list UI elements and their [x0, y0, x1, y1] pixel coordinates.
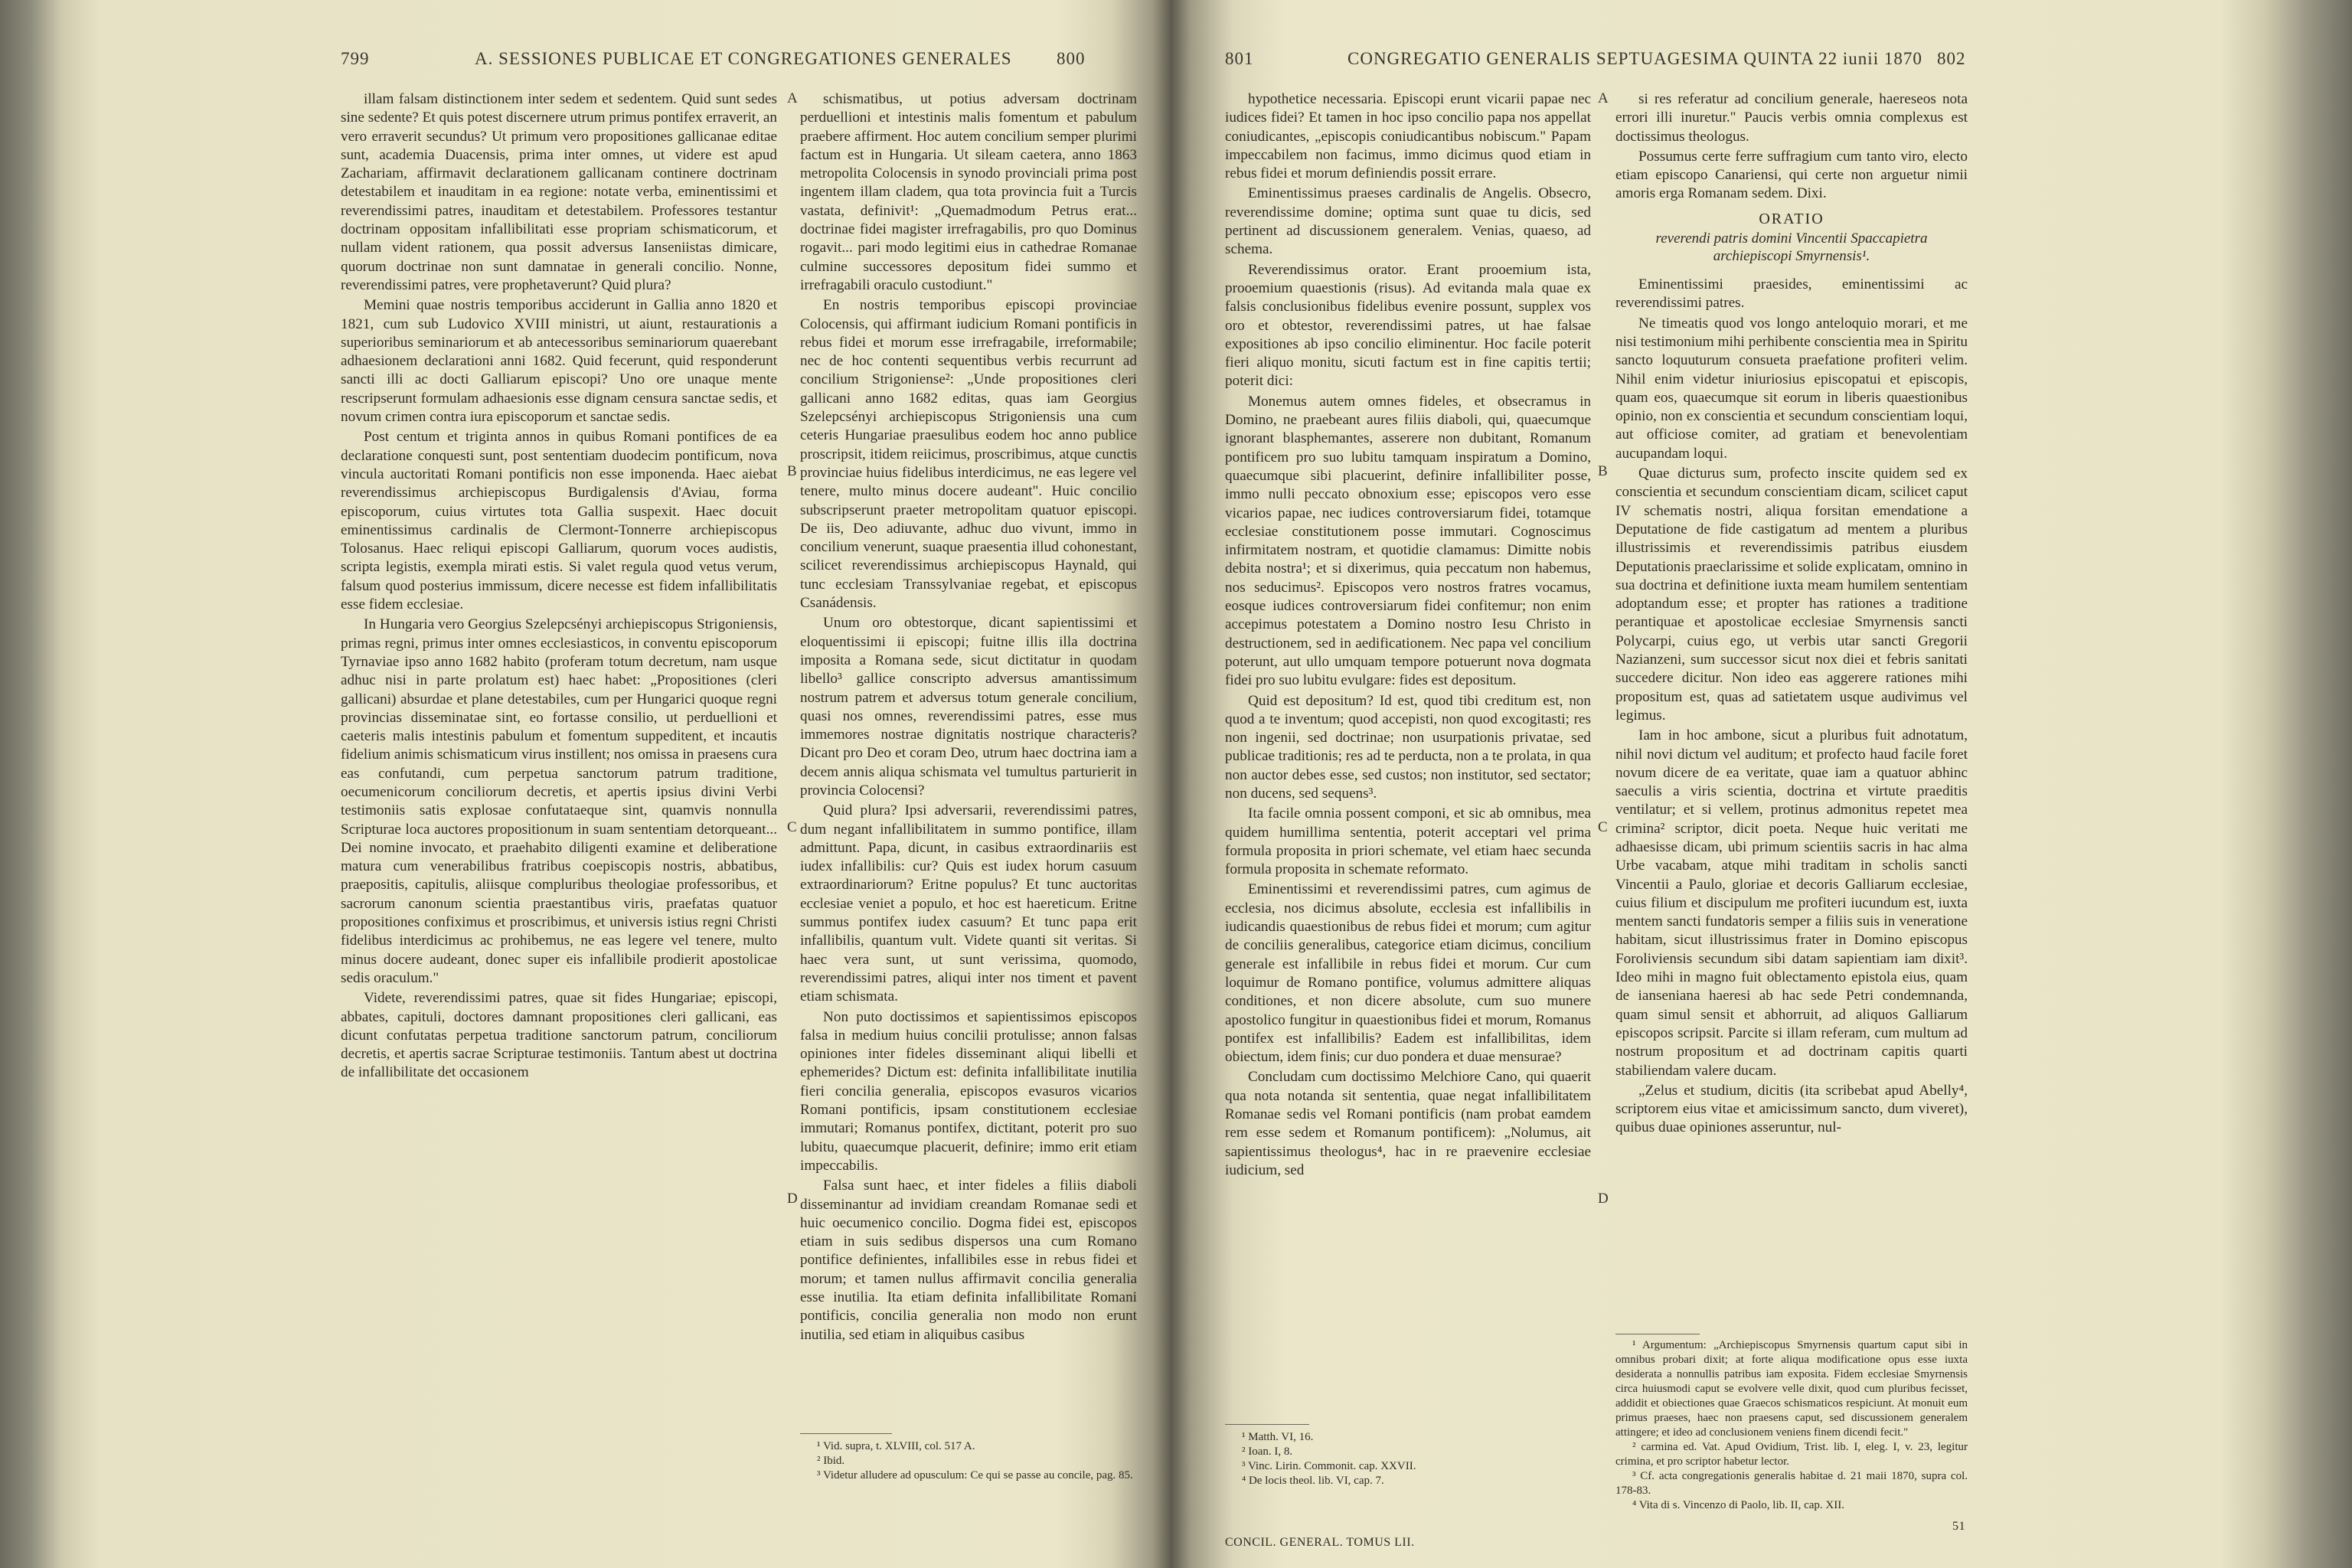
page-number-800: 800 — [1057, 49, 1086, 68]
paragraph: In Hungaria vero Georgius Szelepcsényi archiepiscopus Strigoniensis, primas regni, primus inter omnes ecclesiasticos, in conventu episcoporum Tyrnaviae ipso anno 1682 habito (proferam totum decretum, nam usque adhuc nisi in parte prolatum est) haec habet: „Propositiones (cleri gallicani) absurdae et plane detestabiles, cum per Hungarici quoque regni provincias disseminatae sint, eo fortasse consilio, ut perduellioni et caeteris malis intestinis pabulum et fomentum suppeditent, et incautis fidelium animis schismaticum virus instillent; nos omissa in praesens cura eas confutandi, cum perpetua sanctorum patrum traditione, oecumenicorum conciliorum decretis, et apertis ipsius divini Verbi testimoniis satis explosae confutataeque sint, quamvis nonnulla Scripturae loca auctores propositionum in suam sententiam detorqueant... Dei nomine invocato, et praehabito diligenti examine et deliberatione matura cum venerabilibus fratribus coepiscopis nostris, abbatibus, praepositis, capitulis, aliisque compluribus theologiae professoribus, et sacrorum canonum scientia praestantibus viris, praefatas quatuor propositiones confiximus et proscribimus, et universis istius regni Christi fidelibus interdicimus ac prohibemus, ne eas legere vel tenere, multo minus docere audeant, donec super eis infallibile prodierit apostolicae sedis oraculum." — [341, 616, 777, 986]
paragraph: schismatibus, ut potius adversam doctrinam perduellioni et intestinis malis fomentum et pabulum praebere affirment. Hoc autem concilium semper plurimi factum est in Hungaria. Ut sileam caetera, anno 1863 metropolita Colocensis in synodo provinciali prima post ingentem illam cladem, qua tota provincia fuit a Turcis vastata, definivit¹: „Quemadmodum Petrus erat... doctrinae fidei magister irrefragabilis, pro quo Dominus rogavit... pari modo legitimi eius in cathedrae Romanae culmine successores depositum fidei summo et irrefragabili oraculo custodiunt." — [800, 91, 1137, 293]
paragraph: Eminentissimi praesides, eminentissimi ac reverendissimi patres. — [1615, 276, 1968, 312]
right-page — [1194, 0, 2305, 1568]
footnote: ³ Videtur alludere ad opusculum: Ce qui se passe au concile, pag. 85. — [817, 1469, 1133, 1481]
paragraph: Eminentissimi et reverendissimi patres, cum agimus de ecclesia, nos dicimus absolute, ecclesia est infallibilis in iudicandis quaestionibus de rebus fidei et morum; cum agitur de conciliis generalibus, categorice etiam dicimus, concilium generale est infallibile in rebus fidei et morum. Cur cum loquimur de Romano pontifice, volumus admittere aliquas conditiones, et non dicere absolute, cum suo munere apostolico fungitur in quaestionibus fidei et morum, Romanus pontifex est infallibilis? Eadem est infallibilitas, idem obiectum, idem finis; cur duo ponderа et duae mensurae? — [1225, 881, 1591, 1066]
footnote: ⁴ De locis theol. lib. VI, cap. 7. — [1242, 1475, 1384, 1487]
page-number-802: 802 — [1937, 49, 1966, 68]
page-number-799: 799 — [341, 49, 370, 68]
paragraph: Falsa sunt haec, et inter fideles a filiis diaboli disseminantur ad invidiam creandam Romanae sedi et huic oecumenico concilio. Dogma fidei est, episcopos etiam in suis sedibus dispersos una cum Romano pontifice definientes, infallibiles esse in rebus fidei et morum; et tamen nullus affirmavit concilia generalia esse inutilia. Ita etiam definita infallibilitate Romani pontificis, concilia generalia non modo non erunt inutilia, sed etiam in aliquibus casibus — [800, 1178, 1137, 1343]
paragraph: Concludam cum doctissimo Melchiore Cano, qui quaerit qua nota notanda sit sententia, quae negat infallibilitatem Romanae sedis vel Romani pontificis (nam probat eamdem rem esse sedem et Romanum pontificem): „Nolumus, ait sapientissimus theologus⁴, hac in re praevenire ecclesiae iudicium, sed — [1225, 1069, 1591, 1178]
paragraph: Post centum et triginta annos in quibus Romani pontifices de ea declaratione conquesti sunt, post sententiam duodecim pontificum, nova vincula auctoritati Romani pontificis non esse imponenda. Haec aiebat reverendissimus archiepiscopus Burdigalensis d'Aviau, forma episcoporum, cuius virtutes tota Gallia suspexit. Haec docuit eminentissimus cardinalis de Clermont-Tonnerre archiepiscopus Tolosanus. Haec reliqui episcopi Galliarum, quorum voces audistis, scripta legistis, exempla mirati estis. Si valet regula quod vetus verum, falsum quod posterius immissum, dicere necesse est fidem infallibilitatis esse fidem ecclesiae. — [341, 429, 777, 613]
footnote: ⁴ Vita di s. Vincenzo di Paolo, lib. II, cap. XII. — [1632, 1499, 1844, 1511]
oratio-title: ORATIO — [1759, 210, 1824, 227]
paragraph: Non puto doctissimos et sapientissimos episcopos falsa in medium huius concilii protulisse; annon falsas opiniones inter fideles disseminant aliqui libelli et ephemerides? Dictum est: definita infallibilitate inutilia fieri concilia generalia, episcopos evasuros vicarios Romani pontificis, ipsam constitutionem ecclesiae immutari; Romanus pontifex, dictitant, poterit pro suo lubitu, quaecumque placuerit, definire; immo erit etiam impeccabilis. — [800, 1008, 1137, 1174]
margin-letter-d: D — [1598, 1191, 1609, 1207]
paragraph: Quid est depositum? Id est, quod tibi creditum est, non quod a te inventum; quod accepisti, non quod excogitasti; res non ingenii, sed doctrinae; non usurpationis privatae, sed publicae traditionis; res ad te perducta, non a te prolata, in qua non auctor debes esse, sed custos; non institutor, sed sectator; non ducens, sed sequens³. — [1225, 692, 1591, 802]
footnote: ³ Vinc. Lirin. Commonit. cap. XXVII. — [1242, 1460, 1416, 1472]
margin-letter-c: C — [1598, 819, 1608, 835]
paragraph: si res referatur ad concilium generale, haereseos nota errori illi inuretur." Paucis verbis omnia complexus est doctissimus theologus. — [1615, 91, 1968, 145]
paragraph: Reverendissimus orator. Erant prooemium ista, prooemium quaestionis (risus). Ad evitanda mala quae ex falsis conclusionibus fidelibus evenire possunt, supplex vos oro et obtestor, reverendissimi patres, ut hae falsae expositiones ab ipso concilio eliminentur. Hoc facile poterit fieri aliquo monitu, sicuti factum est in fine capitis tertii; poterit dici: — [1225, 261, 1591, 390]
footnote: ¹ Vid. supra, t. XLVIII, col. 517 A. — [817, 1440, 975, 1452]
paragraph: „Zelus et studium, dicitis (ita scribebat apud Abelly⁴, scriptorem eius vitae et amicissimum sancto, dum viveret), quibus duae opiniones asseruntur, nul- — [1615, 1082, 1968, 1136]
footer-signature-line: CONCIL. GENERAL. TOMUS LII. — [1225, 1536, 1415, 1549]
footnote: ¹ Argumentum: „Archiepiscopus Smyrnensis quartum caput sibi in omnibus probari dixit; at forte aliqua modificatione opus esse iuxta desiderata a nonnullis patribus iam exposita. Fidem ecclesiae Smyrnensis circa huiusmodi caput se evolvere velle dixit, quod cum pluribus fecisset, addidit et obiectiones quae Graecos schismaticos respiciunt. At monuit eum primus praeses, haec non praesens caput, sed discussionem generalem attingere; et ideo ad conclusionem veniens finem dicendi fecit." — [1615, 1339, 1968, 1439]
paragraph: Unum oro obtestorque, dicant sapientissimi et eloquentissimi ii episcopi; fuitne illis illa doctrina imposita a Romana sede, sicut dictitatur in quodam libello³ gallice conscripto adversus amantissimum nostrum patrem et adversus totum generale concilium, quasi nos omnes, reverendissimi patres, esse mus immemores nostrae dignitatis nostrique characteris? Dicant pro Deo et coram Deo, utrum haec doctrina iam a decem annis aliqua schismata vel tumultus parturierit in provincia Colocensi? — [800, 615, 1137, 799]
paragraph: Iam in hoc ambone, sicut a pluribus fuit adnotatum, nihil novi dictum vel auditum; et profecto haud facile foret novum dicere de ea veritate, quae iam a quatuor abhinc saeculis a viris scientia, doctrina et virtute praeditis ventilatur; et si vellem, protinus admonitus repetet mea crimina² scriptor, dicit poeta. Neque huic veritati me adhaesisse dicam, ubi primum scientiis sacris in hac alma Urbe vacabam, atque mihi traditam in scholis sancti Vincentii a Paulo, gloriae et decoris Galliarum ecclesiae, cuius filium et discipulum me profiteri iucundum est, iuxta mentem sancti fundatoris semper a filiis suis in veneratione habitam, sicut illustrissimus frater in Domino episcopus Foroliviensis secundum sibi datam sapientiam iam dixit³. Ideo mihi in magno fuit oblectamento epistola eius, quam de ianseniana haeresi ab hac sede Petri condemnanda, quam simul sensit et abhorruit, ad aliquos Galliarum episcopos scripsit. Parcite si illam referam, cum multum ad nostrum propositum et ad doctrinam capitis quarti stabiliendam valere ducam. — [1615, 727, 1968, 1079]
paragraph: Eminentissimus praeses cardinalis de Angelis. Obsecro, reverendissime domine; optima sunt quae tu dicis, sed pertinent ad discussionem generalem. Venias, quaeso, ad schema. — [1225, 185, 1591, 258]
oratio-subtitle: reverendi patris domini Vincentii Spaccapietra archiepiscopi Smyrnensis¹. — [1655, 230, 1928, 265]
footnote: ² Ibid. — [817, 1455, 845, 1467]
footnote-rule — [800, 1433, 892, 1434]
running-head-left: A. SESSIONES PUBLICAE ET CONGREGATIONES GENERALES — [475, 49, 1012, 68]
page-number-801: 801 — [1225, 49, 1254, 68]
margin-letter-a: A — [787, 90, 798, 106]
left-page — [46, 0, 1156, 1568]
paragraph: Monemus autem omnes fideles, et obsecramus in Domino, ne praebeant aures filiis diaboli, qui, quaecumque ignorant blasphemantes, asserere non dubitant, Romanum pontificem pro suo lubitu tamquam inspiratum a Domino, quaecumque sibi placuerint, definire infallibiliter posse, immo nulli peccato obnoxium esse; episcopos vero esse vicarios papae, nec iudices controversiarum fidei, totamque ecclesiae constitutionem posse immutari. Cognoscimus infirmitatem nostram, et quotidie clamamus: Dimitte nobis debita nostra¹; et si dixerimus, quia peccatum non habemus, nos seducimus². Episcopos vero nostros fratres vocamus, eosque iudices controversiarum fidei confitemur; non enim accepimus potestatem a Domino nostro Iesu Christo in destructionem, sed in aedificationem. Nec papa vel concilium poterunt, aut ullo umquam tempore potuerunt nova dogmata fidei pro suo lubitu evulgare: fides est depositum. — [1225, 393, 1591, 689]
footnote: ² carmina ed. Vat. Apud Ovidium, Trist. lib. I, eleg. I, v. 23, legitur crimina, et pro scriptor habetur lector. — [1615, 1441, 1968, 1468]
margin-letter-b: B — [1598, 463, 1608, 479]
paragraph: Videte, reverendissimi patres, quae sit fides Hungariae; episcopi, abbates, capituli, doctores damnant propositiones cleri gallicani, eas dicunt confutatas perpetua traditione sanctorum patrum, conciliorum decretis, et apertis sacrae Scripturae testimoniis. Tantum abest ut doctrina de infallibilitate det occasionem — [341, 990, 777, 1081]
paragraph: Ita facile omnia possent componi, et sic ab omnibus, mea quidem humillima sententia, poterit acceptari vel prima formula proposita in priori schemate, vel etiam haec secunda formula proposita in schemate reformato. — [1225, 805, 1591, 878]
right-column-1 — [1225, 90, 1591, 1181]
margin-letter-d: D — [787, 1191, 798, 1207]
footnote: ¹ Matth. VI, 16. — [1242, 1431, 1314, 1443]
paragraph: illam falsam distinctionem inter sedem et sedentem. Quid sunt sedes sine sedente? Et quis potest discernere utrum primus pontifex erraverit, an vero erraverit secundus? Ut primum vero propositiones gallicanae editae sunt, academia Duacensis, prima inter omnes, ut videre est apud Zachariam, affirmavit declarationem gallicanam continere doctrinam detestabilem et inauditam in ea regione: notate verba, eminentissimi et reverendissimi patres, inauditam et detestabilem. Professores testantur doctrinam oppositam infallibilitati esse propriam schismaticorum, et nullam vident rationem, qua possit adversus Ianseniistas dimicare, quorum doctrinae non sunt damnatae in generali concilio. Nonne, reverendissimi patres, vere prophetaverunt? Quid plura? — [341, 91, 777, 293]
right-footnotes-left — [1225, 1430, 1591, 1488]
paragraph: hypothetice necessaria. Episcopi erunt vicarii papae nec iudices fidei? Et tamen in hoc ipso concilio papa nos appellat coniudicantes, „episcopis coniudicantibus nobiscum." Papam impeccabilem non facimus, immo dicimus quod etiam in rebus fidei et morum definiendis possit errare. — [1225, 91, 1591, 182]
right-column-2 — [1615, 90, 1968, 1139]
margin-letter-a: A — [1598, 90, 1609, 106]
paragraph: Possumus certe ferre suffragium cum tanto viro, electo etiam episcopo Canariensi, qui certe non arguetur nimii amoris erga Romanam sedem. Dixi. — [1615, 148, 1968, 202]
signature-mark: 51 — [1952, 1520, 1965, 1533]
paragraph: En nostris temporibus episcopi provinciae Colocensis, qui affirmant iudicium Romani pontificis in rebus fidei et morum esse irrefragabile, irreformabile; nec de hoc contenti sequentibus verbis recurrunt ad concilium Strigoniense²: „Unde propositiones cleri gallicani anno 1682 editas, quas iam Georgius Szelepcsényi archiepiscopus Strigoniensis una cum ceteris Hungariae praesulibus eodem hoc anno publice proscripsit, itidem reiicimus, proscribimus, atque cunctis provinciae huius fidelibus interdicimus, ne eas legere vel tenere, multo minus docere audeant". Huic concilio subscripserunt praeter metropolitam quatuor episcopi. De iis, Deo adiuvante, adhuc duo vivunt, immo in concilium venerunt, suaque praesentia illud cohonestant, scilicet reverendissimus archiepiscopus Haynald, qui tunc ecclesiam Transsylvaniae regebat, et episcopus Csanádensis. — [800, 297, 1137, 612]
footnote: ² Ioan. I, 8. — [1242, 1446, 1293, 1458]
margin-letter-c: C — [787, 819, 797, 835]
left-column-2 — [800, 90, 1137, 1346]
footnote: ³ Cf. acta congregationis generalis habitae d. 21 maii 1870, supra col. 178-83. — [1615, 1470, 1968, 1497]
running-head-right: CONGREGATIO GENERALIS SEPTUAGESIMA QUINTA 22 iunii 1870 — [1348, 49, 1922, 68]
paragraph: Memini quae nostris temporibus acciderunt in Gallia anno 1820 et 1821, cum sub Ludovico XVIII ministri, ut aiunt, restaurationis a superioribus seminariorum et ab antecessoribus seminariorum quaerebant adhaesionem declarationi anni 1682. Quid fecerunt, quid responderunt sancti illi ac docti Galliarum episcopi? Uno ore unaque mente rescripserunt formulam adhaesionis esse dignam censura sanctae sedis, et novum crimen contra iura episcoporum et sanctae sedis. — [341, 297, 777, 426]
margin-letter-b: B — [787, 463, 797, 479]
paragraph: Quae dicturus sum, profecto inscite quidem sed ex conscientia et secundum conscientiam dicam, scilicet caput IV schematis nostri, aliqua forsitan emendatione a Deputatione de fide castigatum ad mentem a pluribus illustrissimis et reverendissimis patribus eiusdem Deputationis praeclarissime et solide explicatam, omnino in sua doctrina et definitione iuxta meam humilem sententiam adoptandum esse; et propter has rationes a traditione perantiquae et apostolicae ecclesiae Smyrnensis sancti Polycarpi, cuius ego, ut verbis utar sancti Gregorii Nazianzeni, sum successor sicut nox diei et febris sanitati succedere dicitur. Non ideo eas aggerere rationes mihi propositum est, quas ad satietatem usque audivimus vel legimus. — [1615, 466, 1968, 724]
paragraph: Quid plura? Ipsi adversarii, reverendissimi patres, dum negant infallibilitatem in summo pontifice, illam admittunt. Papa, dicunt, in casibus extraordinariis est iudex infallibilis: cur? Quis est iudex horum casuum extraordinariorum? Eritne populus? Et tunc auctoritas ecclesiae veniet a populo, et hoc est haereticum. Eritne summus pontifex iudex casuum? Et tunc papa erit infallibilis, quantum vult. Videte quanti sit veritas. Si haec vera sunt, ut sunt verissima, quomodo, reverendissimi patres, aliqui inter nos timent et pavent etiam schismata. — [800, 802, 1137, 1005]
left-column-1 — [341, 90, 777, 1084]
left-footnotes — [800, 1439, 1137, 1483]
right-footnotes-right — [1615, 1338, 1968, 1513]
footnote-rule — [1225, 1424, 1309, 1425]
paragraph: Ne timeatis quod vos longo anteloquio morari, et me nisi testimonium mihi perhibente conscientia mea in Spiritu sancto loquuturum consueta praefatione profiteri velim. Nihil enim videtur iniuriosius episcopatui et episcopis, quam eos, quaecumque sit eorum in liberis quaestionibus opinio, non ex conscientia et secundum conscientiam loqui, aut officiose comiter, ad gratiam et benevolentiam aucupandam loqui. — [1615, 315, 1968, 462]
